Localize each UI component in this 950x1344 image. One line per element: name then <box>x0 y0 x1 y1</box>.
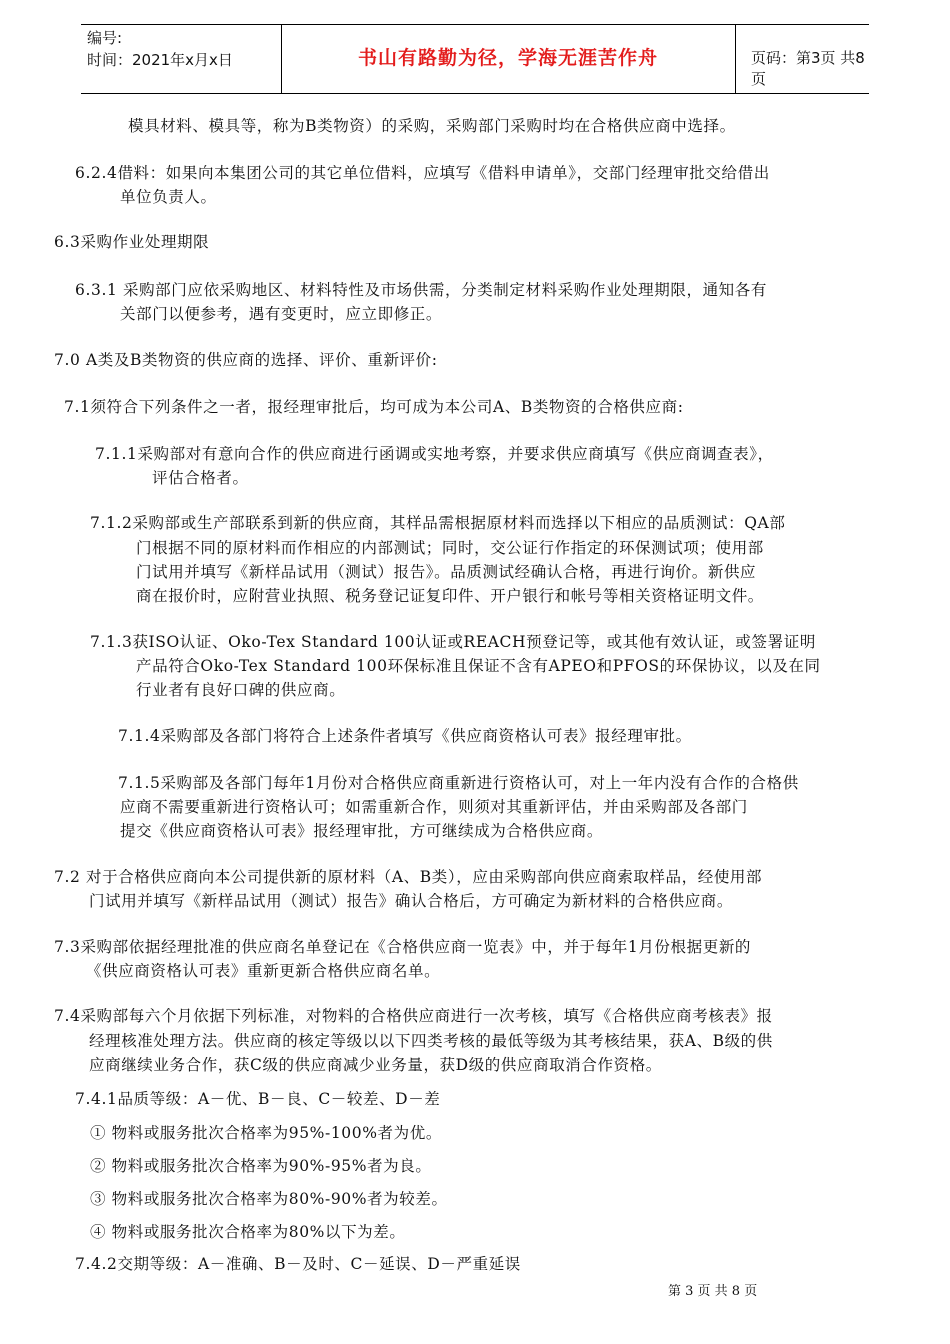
header-meta <box>87 27 287 71</box>
document-time: 时间：2021年x月x日 <box>87 51 233 69</box>
text-line: 门试用并填写《新样品试用（测试）报告》确认合格后，方可确定为新材料的合格供应商。 <box>89 892 734 910</box>
text-line: 门试用并填写《新样品试用（测试）报告》。品质测试经确认合格，再进行询价。新供应 <box>136 563 757 581</box>
page-header <box>81 24 869 94</box>
text-line: 单位负责人。 <box>120 188 217 206</box>
text-line: 7.1须符合下列条件之一者，报经理审批后，均可成为本公司A、B类物资的合格供应商: <box>64 398 684 416</box>
list-item: ③ 物料或服务批次合格率为80%-90%者为较差。 <box>90 1190 448 1208</box>
text-line: 7.1.4采购部及各部门将符合上述条件者填写《供应商资格认可表》报经理审批。 <box>118 727 692 745</box>
text-line: 7.1.5采购部及各部门每年1月份对合格供应商重新进行资格认可，对上一年内没有合作的合格供 <box>118 774 799 792</box>
text-line: 7.2 对于合格供应商向本公司提供新的原材料（A、B类），应由采购部向供应商索取样品，经使用部 <box>54 868 763 886</box>
text-line: 评估合格者。 <box>152 469 249 487</box>
text-line: 7.1.3获ISO认证、Oko-Tex Standard 100认证或REACH预登记等，或其他有效认证，或签署证明 <box>90 633 816 651</box>
text-line: 6.3.1 采购部门应依采购地区、材料特性及市场供需，分类制定材料采购作业处理期限，通知各有 <box>75 281 767 299</box>
text-line: 关部门以便参考，遇有变更时，应立即修正。 <box>120 305 443 323</box>
text-line: 7.3采购部依据经理批准的供应商名单登记在《合格供应商一览表》中，并于每年1月份根据更新的 <box>54 938 752 956</box>
text-line: 提交《供应商资格认可表》报经理审批，方可继续成为合格供应商。 <box>120 822 604 840</box>
document-number-label: 编号: <box>87 29 123 47</box>
section-heading: 7.0 A类及B类物资的供应商的选择、评价、重新评价: <box>54 351 438 369</box>
text-line: 经理核准处理方法。供应商的核定等级以以下四类考核的最低等级为其考核结果，获A、B级的供 <box>89 1032 773 1050</box>
page-footer: 第 3 页 共 8 页 <box>668 1284 758 1299</box>
text-line: 商在报价时，应附营业执照、税务登记证复印件、开户银行和帐号等相关资格证明文件。 <box>136 587 764 605</box>
text-line: 应商继续业务合作，获C级的供应商减少业务量，获D级的供应商取消合作资格。 <box>89 1056 662 1074</box>
list-item: ① 物料或服务批次合格率为95%-100%者为优。 <box>90 1124 442 1142</box>
section-heading: 6.3采购作业处理期限 <box>54 233 210 251</box>
header-motto: 书山有路勤为径，学海无涯苦作舟 <box>357 47 658 69</box>
list-item: ② 物料或服务批次合格率为90%-95%者为良。 <box>90 1157 432 1175</box>
text-line: 6.2.4借料：如果向本集团公司的其它单位借料，应填写《借料申请单》，交部门经理审批交给借出 <box>75 164 770 182</box>
text-line: 门根据不同的原材料而作相应的内部测试；同时，交公证行作指定的环保测试项；使用部 <box>136 539 764 557</box>
header-divider <box>735 25 736 93</box>
header-page-code: 页码：第3页 共8页 <box>751 49 865 88</box>
text-line: 应商不需要重新进行资格认可；如需重新合作，则须对其重新评估，并由采购部及各部门 <box>120 798 748 816</box>
text-line: 7.4采购部每六个月依据下列标准，对物料的合格供应商进行一次考核，填写《合格供应商考核表》报 <box>54 1007 773 1025</box>
text-line: 7.1.2采购部或生产部联系到新的供应商，其样品需根据原材料而选择以下相应的品质测试：QA部 <box>90 514 786 532</box>
text-line: 产品符合Oko-Tex Standard 100环保标准且保证不含有APEO和PFOS的环保协议，以及在同 <box>136 657 821 675</box>
text-line: 模具材料、模具等，称为B类物资）的采购，采购部门采购时均在合格供应商中选择。 <box>128 117 736 135</box>
text-line: 7.1.1采购部对有意向合作的供应商进行函调或实地考察，并要求供应商填写《供应商调查表》， <box>95 445 774 463</box>
text-line: 行业者有良好口碑的供应商。 <box>136 681 346 699</box>
text-line: 7.4.1品质等级：A－优、B－良、C－较差、D－差 <box>75 1090 441 1108</box>
text-line: 7.4.2交期等级：A－准确、B－及时、C－延误、D－严重延误 <box>75 1255 521 1273</box>
text-line: 《供应商资格认可表》重新更新合格供应商名单。 <box>86 962 441 980</box>
list-item: ④ 物料或服务批次合格率为80%以下为差。 <box>90 1223 406 1241</box>
